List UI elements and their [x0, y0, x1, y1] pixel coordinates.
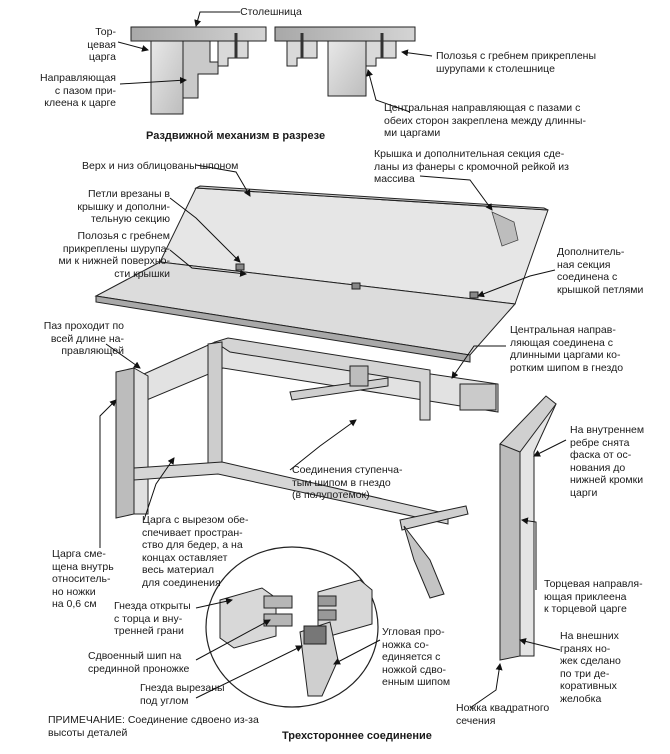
three-way-title: Трехстороннее соединение — [282, 730, 432, 742]
label-angled-mortises: Гнезда вырезаны под углом — [140, 682, 225, 707]
label-runners-lid: Полозья с гребнем прикреплены шурупа- ми к нижней поверхно- сти крышки — [58, 230, 170, 280]
label-mortises-open: Гнезда открыты с торца и вну- тренней грани — [114, 600, 191, 637]
label-central-joined: Центральная направ- ляющая соединена с длинными царгами ко- ротким шипом в гнездо — [510, 324, 624, 374]
section-right — [275, 27, 415, 96]
label-groove: Паз проходит по всей длине на- правляющей — [43, 320, 124, 357]
label-chamfer: На внутреннем ребре снята фаска от ос- нования до нижней кромки царги — [570, 424, 645, 499]
label-guide-rail: Направляющая с пазом при- клеена к царге — [40, 72, 116, 109]
section-left — [131, 27, 266, 114]
label-stepped-tenon: Соединения ступенча- тым шипом в гнездо (в полупотемок) — [292, 464, 403, 501]
section-title: Раздвижной механизм в разрезе — [146, 130, 326, 142]
label-extra-section: Дополнитель- ная секция соединена с крышкой петлями — [557, 246, 644, 296]
label-veneer: Верх и низ облицованы шпоном — [82, 160, 239, 172]
label-end-guide: Торцевая направля- ющая приклеена к торцевой царге — [544, 578, 643, 615]
label-runners-top: Полозья с гребнем прикреплены шурупами к столешнице — [436, 50, 597, 75]
label-double-tenon: Сдвоенный шип на срединной проножке — [88, 650, 190, 675]
label-end-apron: Тор- цевая царга — [87, 26, 116, 63]
label-corner-stretcher: Угловая про- ножка со- единяется с ножкой сдво- енным шипом — [382, 626, 451, 688]
label-square-legs: Ножка квадратного сечения — [456, 702, 550, 727]
label-three-grooves: На внешних гранях но- жек сделано по три де- коративных желобка — [560, 630, 621, 705]
label-apron-offset: Царга сме- щена внутрь относитель- но ножки на 0,6 см — [52, 548, 114, 610]
label-stoleshnitsa: Столешница — [240, 6, 302, 18]
note-text: ПРИМЕЧАНИЕ: Соединение сдвоено из-за высоты деталей — [48, 714, 259, 739]
label-hinges: Петли врезаны в крышку и дополни- тельную секцию — [77, 188, 170, 225]
label-plywood: Крышка и дополнительная секция сде- ланы из фанеры с кромочной рейкой из массива — [374, 148, 569, 185]
label-cutout-apron: Царга с вырезом обе- спечивает простран- ство для бедер, а на концах оставляет весь материал для соединения — [142, 514, 249, 589]
label-central-guide: Центральная направляющая с пазами с обеих сторон закреплена между длинны- ми царгами — [384, 102, 586, 139]
